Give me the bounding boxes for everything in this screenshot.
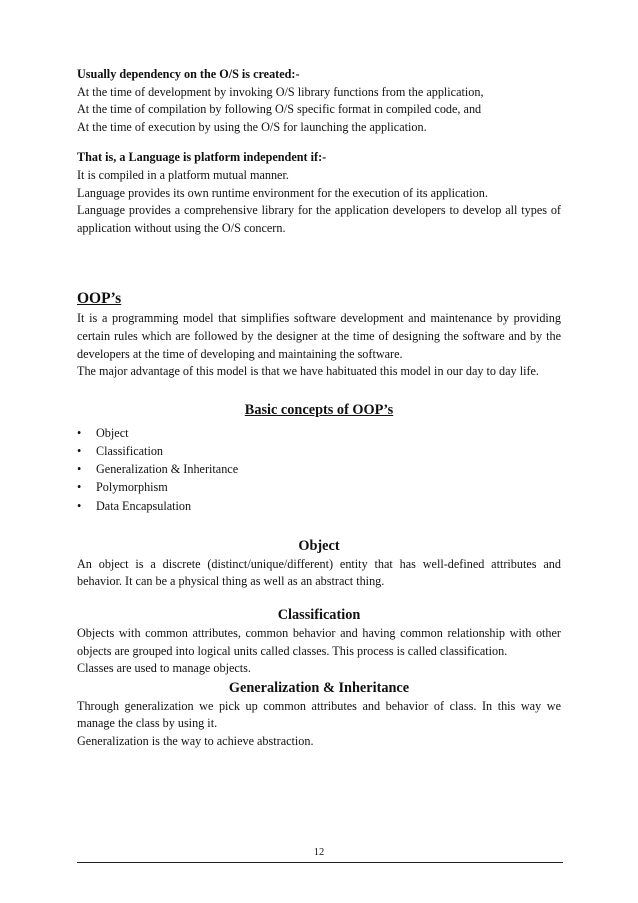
spacer: [77, 381, 561, 400]
bullet-icon: •: [77, 462, 82, 477]
oops-heading: OOP’s: [77, 290, 122, 308]
platform-line-2: Language provides its own runtime environment for the execution of its application.: [77, 185, 488, 200]
basic-concepts-heading: Basic concepts of OOP’s: [244, 401, 394, 418]
list-item-label: Polymorphism: [96, 480, 168, 495]
platform-independent-heading: That is, a Language is platform independent if:-: [77, 150, 327, 165]
classification-paragraph-2: Classes are used to manage objects.: [77, 661, 251, 676]
classification-paragraph-1: Objects with common attributes, common behavior and having common relationship with other objects are grouped into logical units called classes. This process is called classification.: [77, 625, 561, 658]
bullet-icon: •: [77, 425, 82, 440]
spacer: [77, 136, 561, 149]
platform-line-3: Language provides a comprehensive library for the application developers to develop all types of application without using the O/S concern.: [77, 203, 561, 235]
list-item-label: Data Encapsulation: [96, 498, 192, 513]
list-item-label: Classification: [96, 443, 164, 458]
list-item: [77, 460, 561, 478]
object-heading: Object: [298, 537, 340, 554]
dependency-line-1: At the time of development by invoking O/S library functions from the application,: [77, 84, 484, 99]
dependency-heading: Usually dependency on the O/S is created:-: [77, 67, 300, 81]
page-body: [77, 66, 561, 750]
list-item-label: Object: [96, 425, 129, 440]
dependency-line-3: At the time of execution by using the O/S for launching the application.: [77, 119, 427, 134]
list-item: [77, 478, 561, 496]
generalization-paragraph-1: Through generalization we pick up common attributes and behavior of class. In this way we manage the class by using it.: [77, 698, 561, 731]
dependency-line-2: At the time of compilation by following O/S specific format in compiled code, and: [77, 102, 482, 117]
footer-divider: [77, 862, 563, 863]
spacer: [77, 515, 561, 536]
generalization-paragraph-2: Generalization is the way to achieve abstraction.: [77, 733, 314, 748]
list-item: [77, 497, 561, 515]
platform-line-1: It is compiled in a platform mutual manner.: [77, 167, 289, 182]
classification-heading: Classification: [277, 606, 361, 623]
concepts-list: [77, 424, 561, 515]
list-item: [77, 442, 561, 460]
list-item: [77, 424, 561, 442]
bullet-icon: •: [77, 480, 82, 495]
bullet-icon: •: [77, 498, 82, 513]
generalization-heading: Generalization & Inheritance: [228, 679, 410, 696]
list-item-label: Generalization & Inheritance: [96, 462, 239, 477]
object-text: An object is a discrete (distinct/unique/different) entity that has well-defined attributes and behavior. It can be a physical thing as well as an abstract thing.: [77, 556, 561, 589]
spacer: [77, 591, 561, 605]
oops-paragraph-1: It is a programming model that simplifies software development and maintenance by providing certain rules which are followed by the designer at the time of designing the software and by the developers at the time of developing and maintaining the software.: [77, 311, 561, 361]
oops-paragraph-2: The major advantage of this model is that we have habituated this model in our day to day life.: [77, 364, 539, 379]
page-number: 12: [313, 847, 325, 858]
spacer: [77, 237, 561, 289]
bullet-icon: •: [77, 443, 82, 458]
